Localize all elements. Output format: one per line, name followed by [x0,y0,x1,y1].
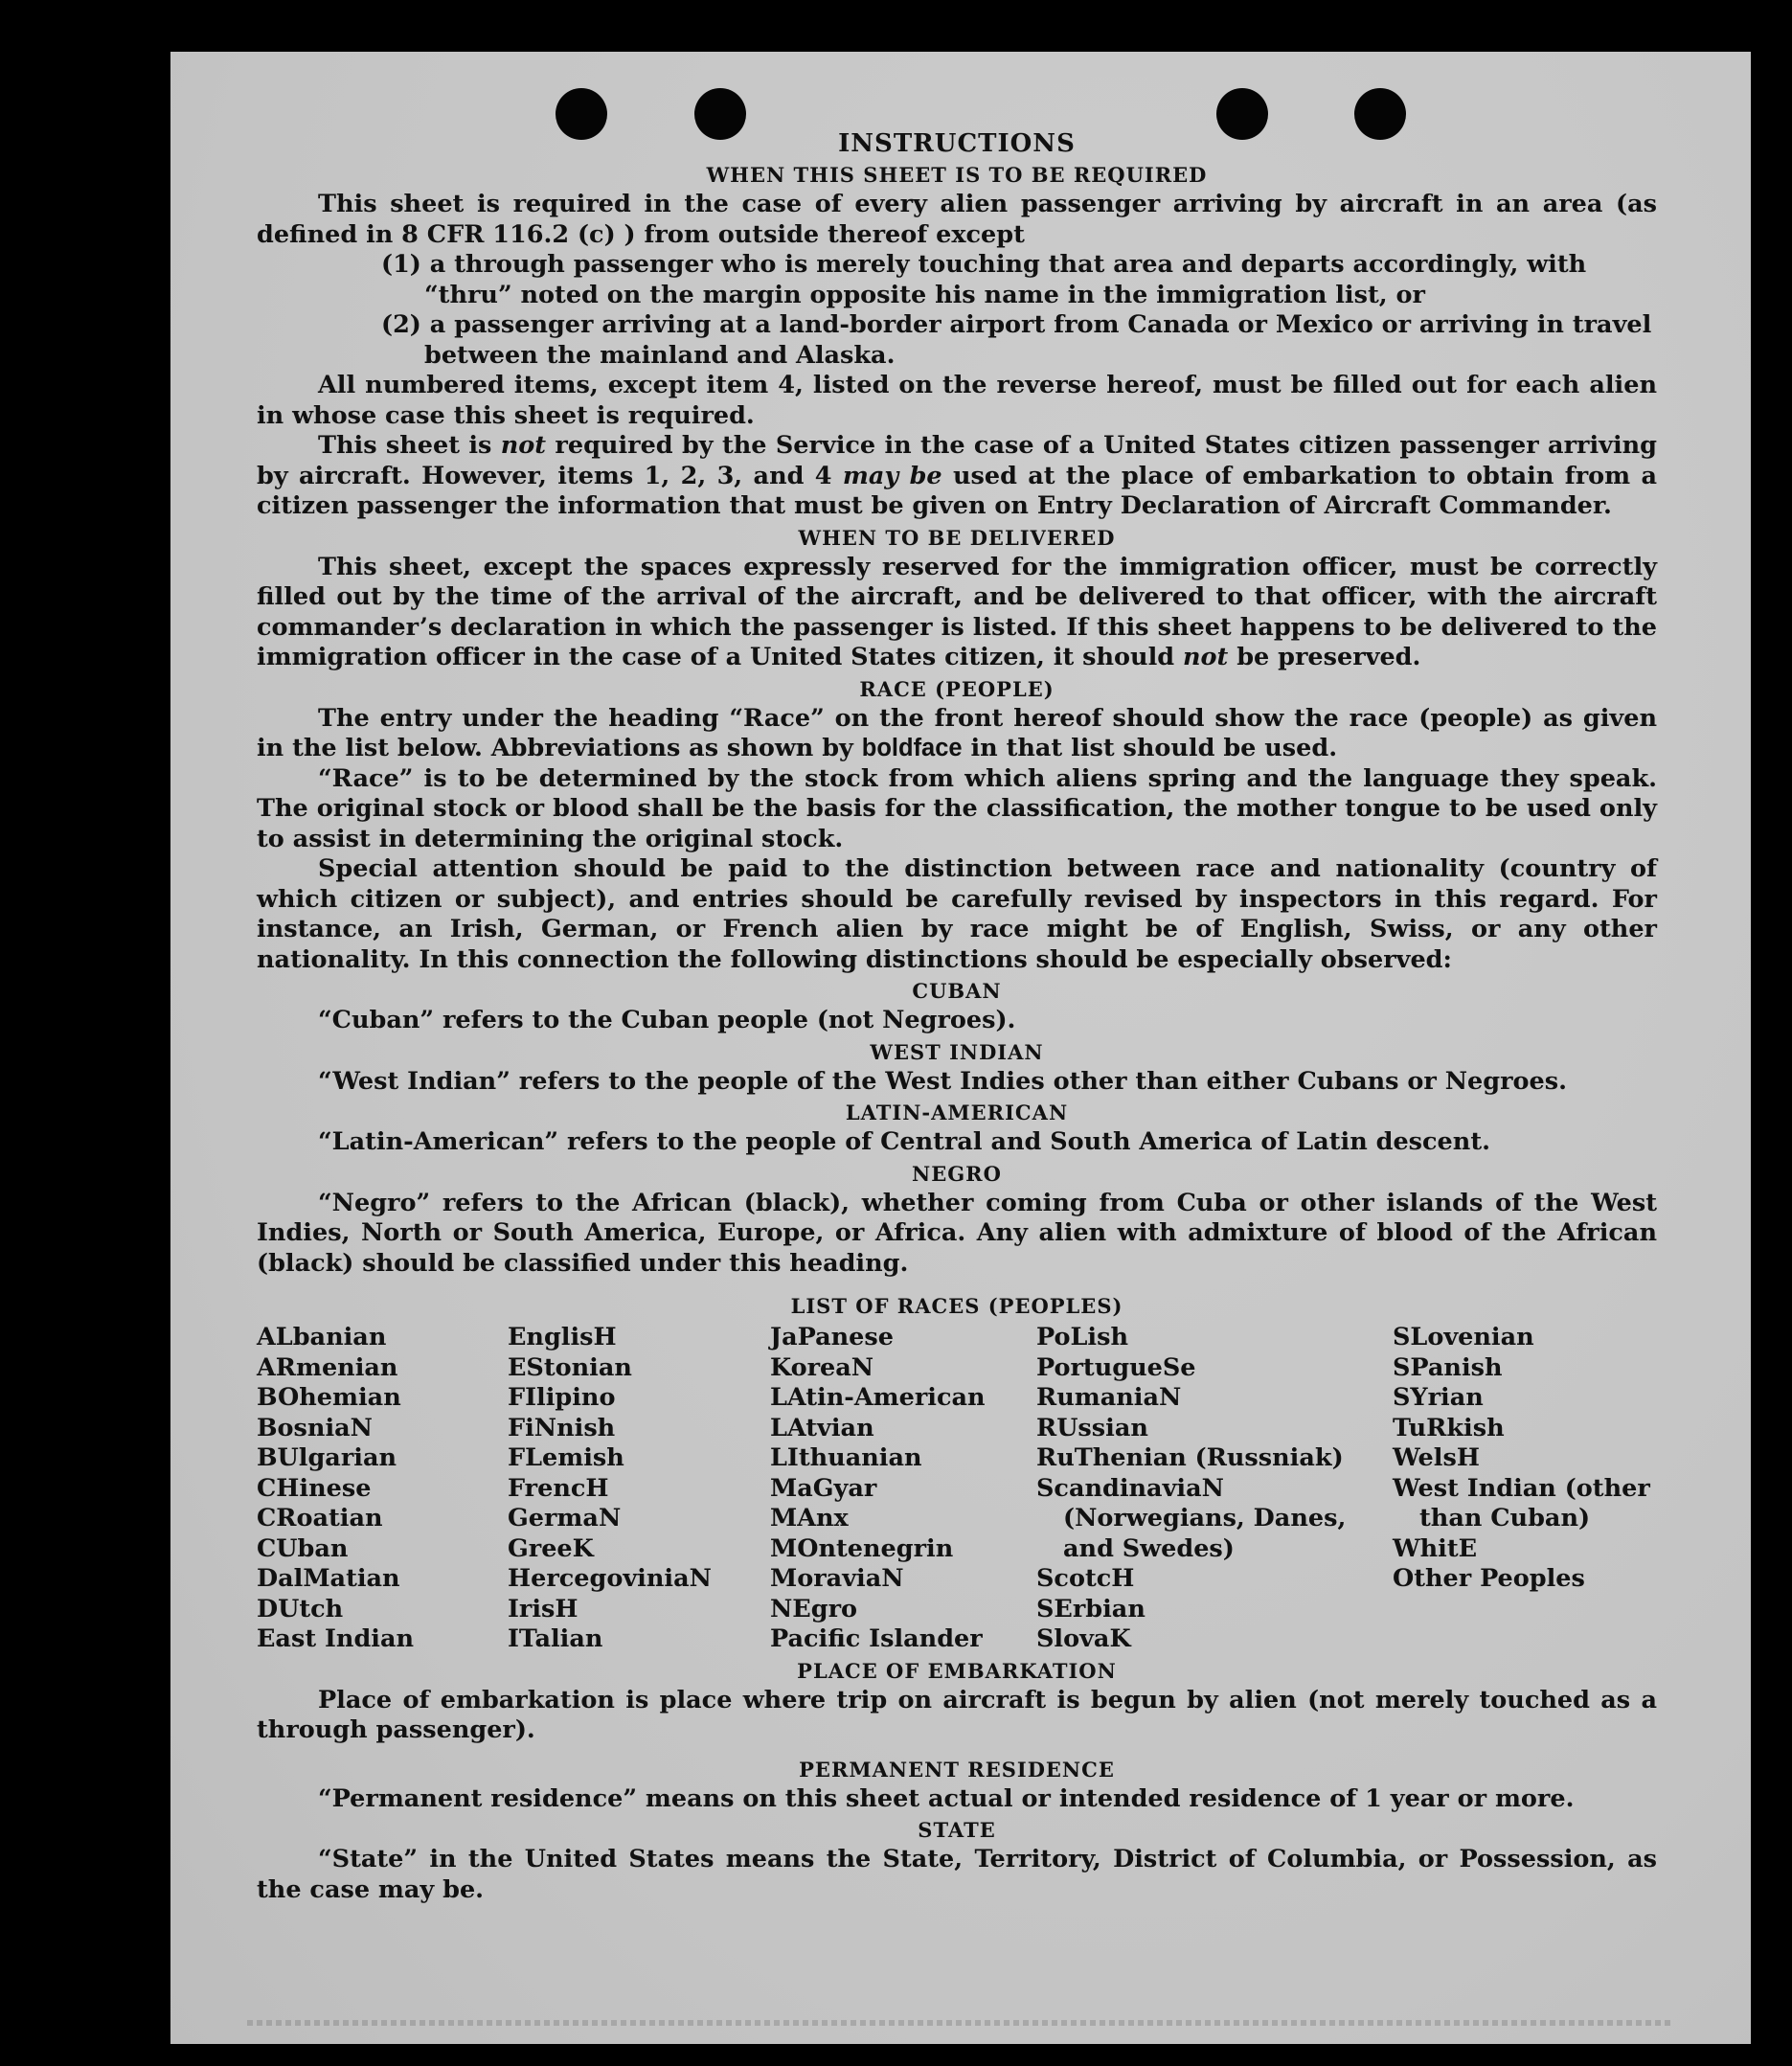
emphasis: boldface [861,735,963,761]
race-column [770,1323,1036,1655]
race-item: ALbanian [257,1323,387,1351]
paragraph: This sheet is required in the case of every alien passenger arriving by aircraft in an area (as defined in 8 CFR 116.2 (c) ) from outside thereof except [257,190,1657,249]
race-item: FrencH [508,1473,609,1503]
race-item: DalMatian [257,1564,400,1593]
race-item: RUssian [1036,1413,1148,1442]
race-item: LAtin-American [770,1383,986,1412]
race-column [508,1323,770,1655]
race-item: GermaN [508,1504,622,1532]
race-item: SLovenian [1393,1323,1534,1351]
race-item: ITalian [508,1624,603,1653]
paragraph [257,553,1657,673]
paragraph: “Latin-American” refers to the people of Central and South America of Latin descent. [318,1127,1490,1156]
page-title: INSTRUCTIONS [838,129,1076,158]
section-heading-cuban: CUBAN [912,979,1002,1003]
race-list [257,1323,1657,1655]
race-item: SErbian [1036,1594,1146,1623]
paragraph: “Race” is to be determined by the stock from which aliens spring and the language they speak. The original stock or blood shall be the basis for the classification, the mother tongue to be used only to assist in determining the original stock. [257,763,1657,853]
race-item: BOhemian [257,1383,401,1412]
race-item: SlovaK [1036,1624,1131,1653]
text-run: The entry under the heading “Race” on the front hereof should show the race (people) as given in the list below. Abbreviations as shown by [257,703,1657,762]
race-column [257,1323,508,1655]
race-item: MOntenegrin [770,1533,954,1563]
race-item: Pacific Islander [770,1624,983,1653]
race-item: NEgro [770,1594,858,1623]
race-item: DUtch [257,1594,344,1623]
race-item: SYrian [1393,1383,1484,1412]
race-item: KoreaN [770,1352,874,1382]
text-run: be preserved. [1228,643,1421,671]
race-item: ScotcH [1036,1564,1135,1593]
instructions-content [257,128,1657,1905]
paragraph: All numbered items, except item 4, listed on the reverse hereof, must be filled out for each alien in whose case this sheet is required. [257,371,1657,430]
emphasis: may be [842,461,942,490]
section-heading-latin-american: LATIN-AMERICAN [845,1101,1069,1124]
race-item: FIlipino [508,1383,616,1412]
race-item: BosniaN [257,1413,373,1442]
text-run: required by the Service in the case of a United States citizen passenger arriving by aircraft. However, items 1, 2, 3, and 4 [257,431,1658,490]
race-item: SPanish [1393,1352,1503,1382]
section-heading-residence: PERMANENT RESIDENCE [799,1757,1115,1782]
race-item: BUlgarian [257,1443,397,1472]
race-item: FiNnish [508,1413,616,1442]
race-item: ARmenian [257,1352,398,1382]
paragraph: “Permanent residence” means on this sheet actual or intended residence of 1 year or more. [318,1783,1575,1813]
race-item: FLemish [508,1443,624,1472]
race-item: West Indian (other than Cuban) [1393,1473,1650,1532]
race-item: WelsH [1393,1443,1480,1472]
race-item: ScandinaviaN (Norwegians, Danes, and Swedes) [1036,1473,1347,1563]
race-item: LAtvian [770,1413,874,1442]
faded-footer-line [247,2020,1674,2026]
race-item: JaPanese [770,1323,894,1351]
paragraph: Place of embarkation is place where trip on aircraft is begun by alien (not merely touched as a through passenger). [257,1685,1657,1744]
race-item: MAnx [770,1504,849,1532]
paragraph: “Negro” refers to the African (black), whether coming from Cuba or other islands of the West Indies, North or South America, Europe, or Africa. Any alien with admixture of blood of the African (black) should be classified under this heading. [257,1188,1657,1278]
emphasis: not [1182,643,1229,671]
race-item: LIthuanian [770,1443,922,1472]
section-heading-embarkation: PLACE OF EMBARKATION [797,1658,1117,1683]
document-sheet [170,52,1751,2044]
paragraph: “Cuban” refers to the Cuban people (not Negroes). [318,1006,1016,1034]
race-column [1036,1323,1393,1655]
text-run: in that list should be used. [962,734,1338,762]
list-item: (1) a through passenger who is merely touching that area and departs accordingly, with “thru” noted on the margin opposite his name in the immigration list, or [381,250,1587,309]
emphasis: not [500,431,547,460]
race-item: PortugueSe [1036,1352,1196,1382]
race-item: IrisH [508,1594,578,1623]
text-run: used at the place of embarkation to obtain from a citizen passenger the information that must be given on Entry Declaration of Aircraft Commander. [257,461,1657,520]
section-heading-delivered: WHEN TO BE DELIVERED [798,525,1116,550]
section-heading-race-list: LIST OF RACES (PEOPLES) [790,1294,1123,1318]
race-item: PoLish [1036,1323,1129,1351]
paragraph: Special attention should be paid to the distinction between race and nationality (country of which citizen or subject), and entries should be carefully revised by inspectors in this regard. For instance, an Irish, German, or French alien by race might be of English, Swiss, or any other nationality. In this connection the following distinctions should be especially observed: [257,854,1657,974]
section-heading-required: WHEN THIS SHEET IS TO BE REQUIRED [706,163,1208,187]
paragraph [257,704,1657,764]
race-item: HercegoviniaN [508,1564,712,1593]
paragraph: “State” in the United States means the State, Territory, District of Columbia, or Possession, as the case may be. [257,1845,1657,1904]
race-item: MaGyar [770,1473,877,1503]
race-item: CRoatian [257,1504,383,1532]
race-item: WhitE [1393,1533,1478,1563]
list-item: (2) a passenger arriving at a land-border airport from Canada or Mexico or arriving in travel between the mainland and Alaska. [381,310,1652,370]
section-heading-state: STATE [918,1818,996,1842]
race-item: TuRkish [1393,1413,1505,1442]
race-item: Other Peoples [1393,1564,1585,1593]
paragraph [257,431,1657,522]
section-heading-west-indian: WEST INDIAN [870,1039,1044,1064]
race-column [1393,1323,1657,1655]
race-item: EnglisH [508,1323,617,1351]
text-run: This sheet, except the spaces expressly reserved for the immigration officer, must be correctly filled out by the time of the arrival of the aircraft, and be delivered to that officer, with the aircraft commander’s declaration in which the passenger is listed. If this sheet happens to be delivered to the immigration officer in the case of a United States citizen, it should [257,552,1657,671]
race-item: RumaniaN [1036,1383,1182,1412]
race-item: CUban [257,1533,349,1563]
section-heading-negro: NEGRO [912,1161,1002,1186]
paragraph: “West Indian” refers to the people of the West Indies other than either Cubans or Negroes. [318,1066,1567,1096]
race-item: MoraviaN [770,1564,904,1593]
race-item: CHinese [257,1473,372,1503]
race-item: RuThenian (Russniak) [1036,1443,1344,1472]
race-item: East Indian [257,1624,415,1653]
section-heading-race: RACE (PEOPLE) [859,676,1055,701]
text-run: This sheet is [318,431,501,460]
race-item: GreeK [508,1533,594,1563]
race-item: EStonian [508,1352,632,1382]
